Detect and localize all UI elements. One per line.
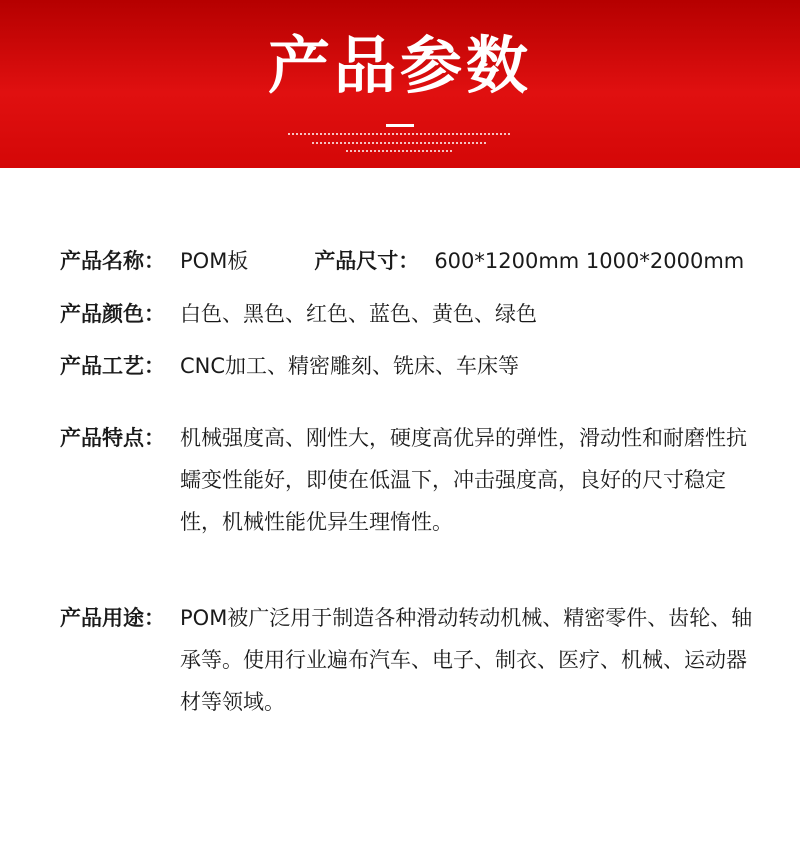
name-label: 产品名称： <box>60 249 165 273</box>
color-value: 白色、黑色、红色、蓝色、黄色、绿色 <box>180 302 537 326</box>
usage-label: 产品用途： <box>60 606 165 630</box>
decorative-dots <box>346 150 454 152</box>
decorative-dots <box>312 142 488 144</box>
size-value: 600*1200mm 1000*2000mm <box>434 249 745 273</box>
param-row-process <box>60 345 770 387</box>
size-label: 产品尺寸： <box>314 249 420 273</box>
features-value: 机械强度高、刚性大，硬度高优异的弹性，滑动性和耐磨性抗蠕变性能好，即使在低温下，冲击强度高，良好的尺寸稳定性，机械性能优异生理惰性。 <box>180 426 747 534</box>
process-value: CNC加工、精密雕刻、铣床、车床等 <box>180 354 520 378</box>
color-label: 产品颜色： <box>60 302 165 326</box>
usage-value: POM被广泛用于制造各种滑动转动机械、精密零件、齿轮、轴承等。使用行业遍布汽车、电子、制衣、医疗、机械、运动器材等领域。 <box>180 606 753 714</box>
param-row-usage <box>60 597 770 723</box>
header-banner <box>0 0 800 168</box>
name-value: POM板 <box>180 249 249 273</box>
process-label: 产品工艺： <box>60 354 165 378</box>
param-row-features <box>60 417 770 543</box>
param-row-color <box>60 293 770 335</box>
param-row-name-size <box>60 240 770 282</box>
decorative-dots <box>288 133 512 135</box>
features-label: 产品特点： <box>60 426 165 450</box>
page-title: 产品参数 <box>267 29 532 102</box>
title-underline <box>386 124 414 127</box>
